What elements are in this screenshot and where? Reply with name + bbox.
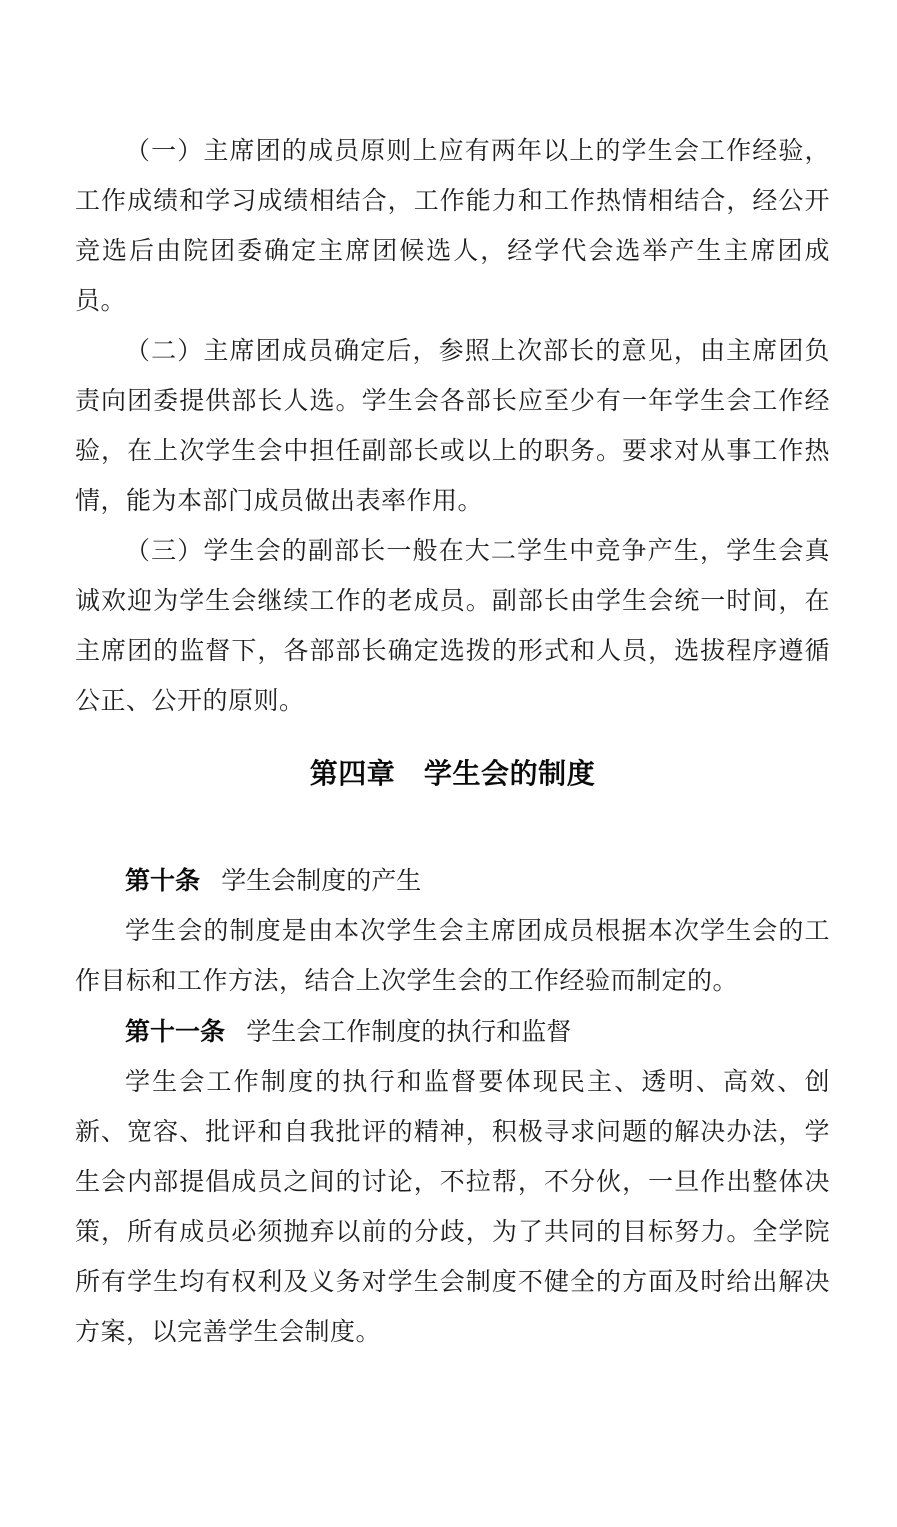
article-10-label: 第十条 <box>125 867 201 895</box>
article-11-label: 第十一条 <box>125 1018 226 1046</box>
article-11-heading <box>75 1007 830 1058</box>
article-11-body: 学生会工作制度的执行和监督要体现民主、透明、高效、创新、宽容、批评和自我批评的精神，积极寻求问题的解决办法，学生会内部提倡成员之间的讨论，不拉帮，不分伙，一旦作出整体决策，所有成员必须抛弃以前的分歧，为了共同的目标努力。全学院所有学生均有权利及义务对学生会制度不健全的方面及时给出解决方案，以完善学生会制度。 <box>75 1069 830 1346</box>
chapter-heading: 第四章 学生会的制度 <box>309 758 596 789</box>
article-11-title: 学生会工作制度的执行和监督 <box>246 1019 572 1046</box>
paragraph-item-3: （三）学生会的副部长一般在大二学生中竞争产生，学生会真诚欢迎为学生会继续工作的老成员。副部长由学生会统一时间，在主席团的监督下，各部部长确定选拨的形式和人员，选拔程序遵循公正、公开的原则。 <box>75 538 830 715</box>
paragraph-item-1: （一）主席团的成员原则上应有两年以上的学生会工作经验，工作成绩和学习成绩相结合，工作能力和工作热情相结合，经公开竞选后由院团委确定主席团候选人，经学代会选举产生主席团成员。 <box>75 138 830 315</box>
article-10-heading <box>75 856 830 907</box>
paragraph-item-2: （二）主席团成员确定后，参照上次部长的意见，由主席团负责向团委提供部长人选。学生会各部长应至少有一年学生会工作经验，在上次学生会中担任副部长或以上的职务。要求对从事工作热情，能为本部门成员做出表率作用。 <box>75 338 830 515</box>
article-10-title: 学生会制度的产生 <box>221 868 422 895</box>
article-10-body: 学生会的制度是由本次学生会主席团成员根据本次学生会的工作目标和工作方法，结合上次学生会的工作经验而制定的。 <box>75 918 830 995</box>
